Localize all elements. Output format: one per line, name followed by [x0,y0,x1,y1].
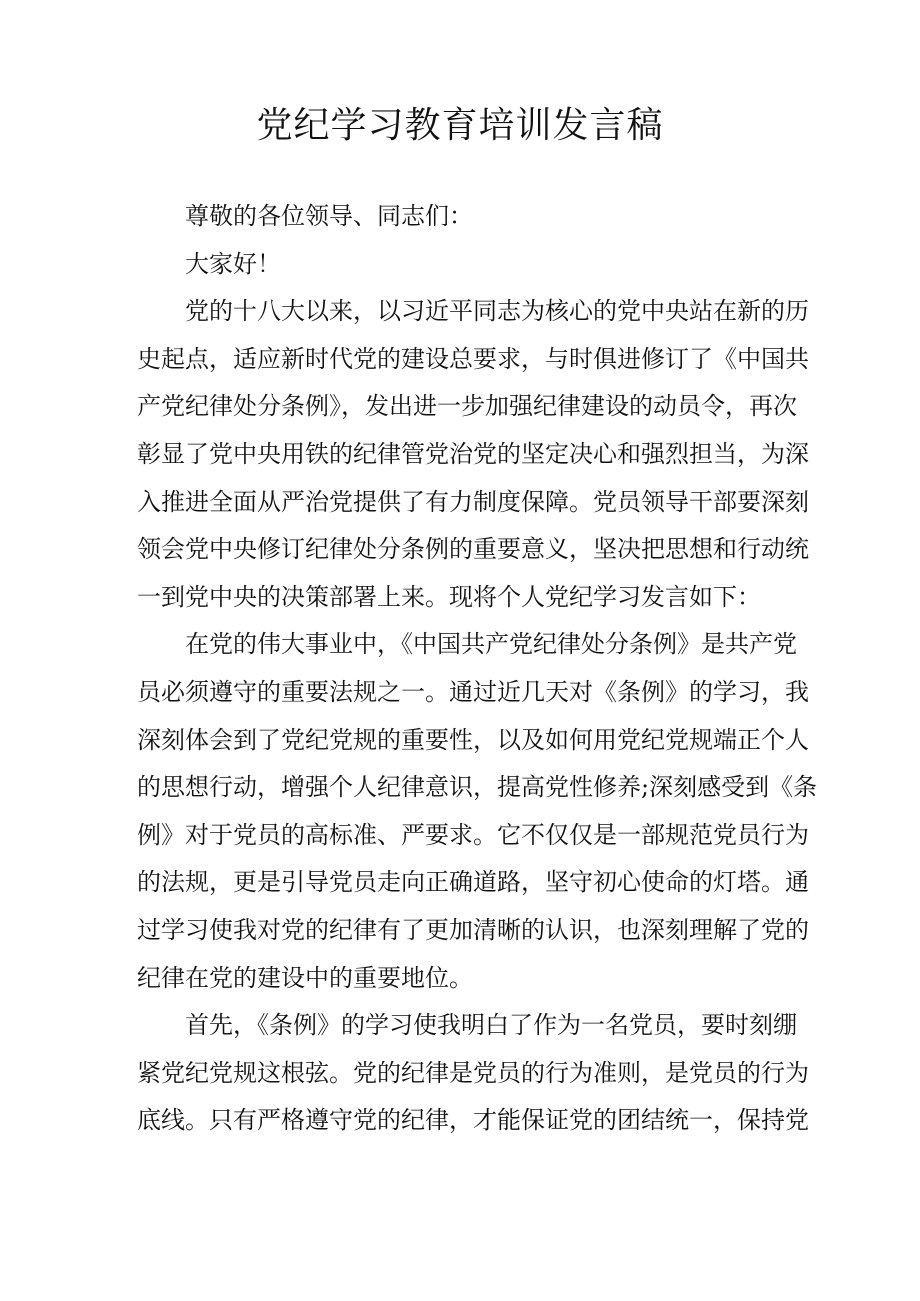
text-line: 尊敬的各位领导、同志们： [185,202,473,230]
text-line: 史起点，适应新时代党的建设总要求，与时俱进修订了《中国共 [137,344,809,373]
text-line: 在党的伟大事业中，《中国共产党纪律处分条例》是共产党 [185,630,797,659]
text-line: 一到党中央的决策部署上来。现将个人党纪学习发言如下： [137,582,761,611]
text-line: 彰显了党中央用铁的纪律管党治党的坚定决心和强烈担当，为深 [137,439,809,468]
text-line: 领会党中央修订纪律处分条例的重要意义，坚决把思想和行动统 [137,535,809,564]
document-body [137,193,818,1145]
text-line: 紧党纪党规这根弦。党的纪律是党员的行为准则，是党员的行为 [137,1058,809,1087]
document-title: 党纪学习教育培训发言稿 [256,105,664,146]
text-line: 的法规，更是引导党员走向正确道路，坚守初心使命的灯塔。通 [137,868,809,897]
text-line: 首先，《条例》的学习使我明白了作为一名党员，要时刻绷 [185,1011,797,1040]
text-line: 大家好！ [185,249,281,278]
text-line: 党的十八大以来，以习近平同志为核心的党中央站在新的历 [185,297,809,326]
text-line: 入推进全面从严治党提供了有力制度保障。党员领导干部要深刻 [137,487,809,516]
text-line: 员必须遵守的重要法规之一。通过近几天对《条例》的学习，我 [137,677,809,706]
text-line: 纪律在党的建设中的重要地位。 [137,963,473,992]
text-line: 例》对于党员的高标准、严要求。它不仅仅是一部规范党员行为 [137,820,809,849]
text-line: 深刻体会到了党纪党规的重要性，以及如何用党纪党规端正个人 [137,725,809,754]
text-line: 的思想行动，增强个人纪律意识，提高党性修养;深刻感受到《条 [137,773,818,802]
text-line: 过学习使我对党的纪律有了更加清晰的认识，也深刻理解了党的 [137,915,809,944]
text-line: 底线。只有严格遵守党的纪律，才能保证党的团结统一，保持党 [137,1106,809,1135]
text-line: 产党纪律处分条例》，发出进一步加强纪律建设的动员令，再次 [137,392,797,421]
